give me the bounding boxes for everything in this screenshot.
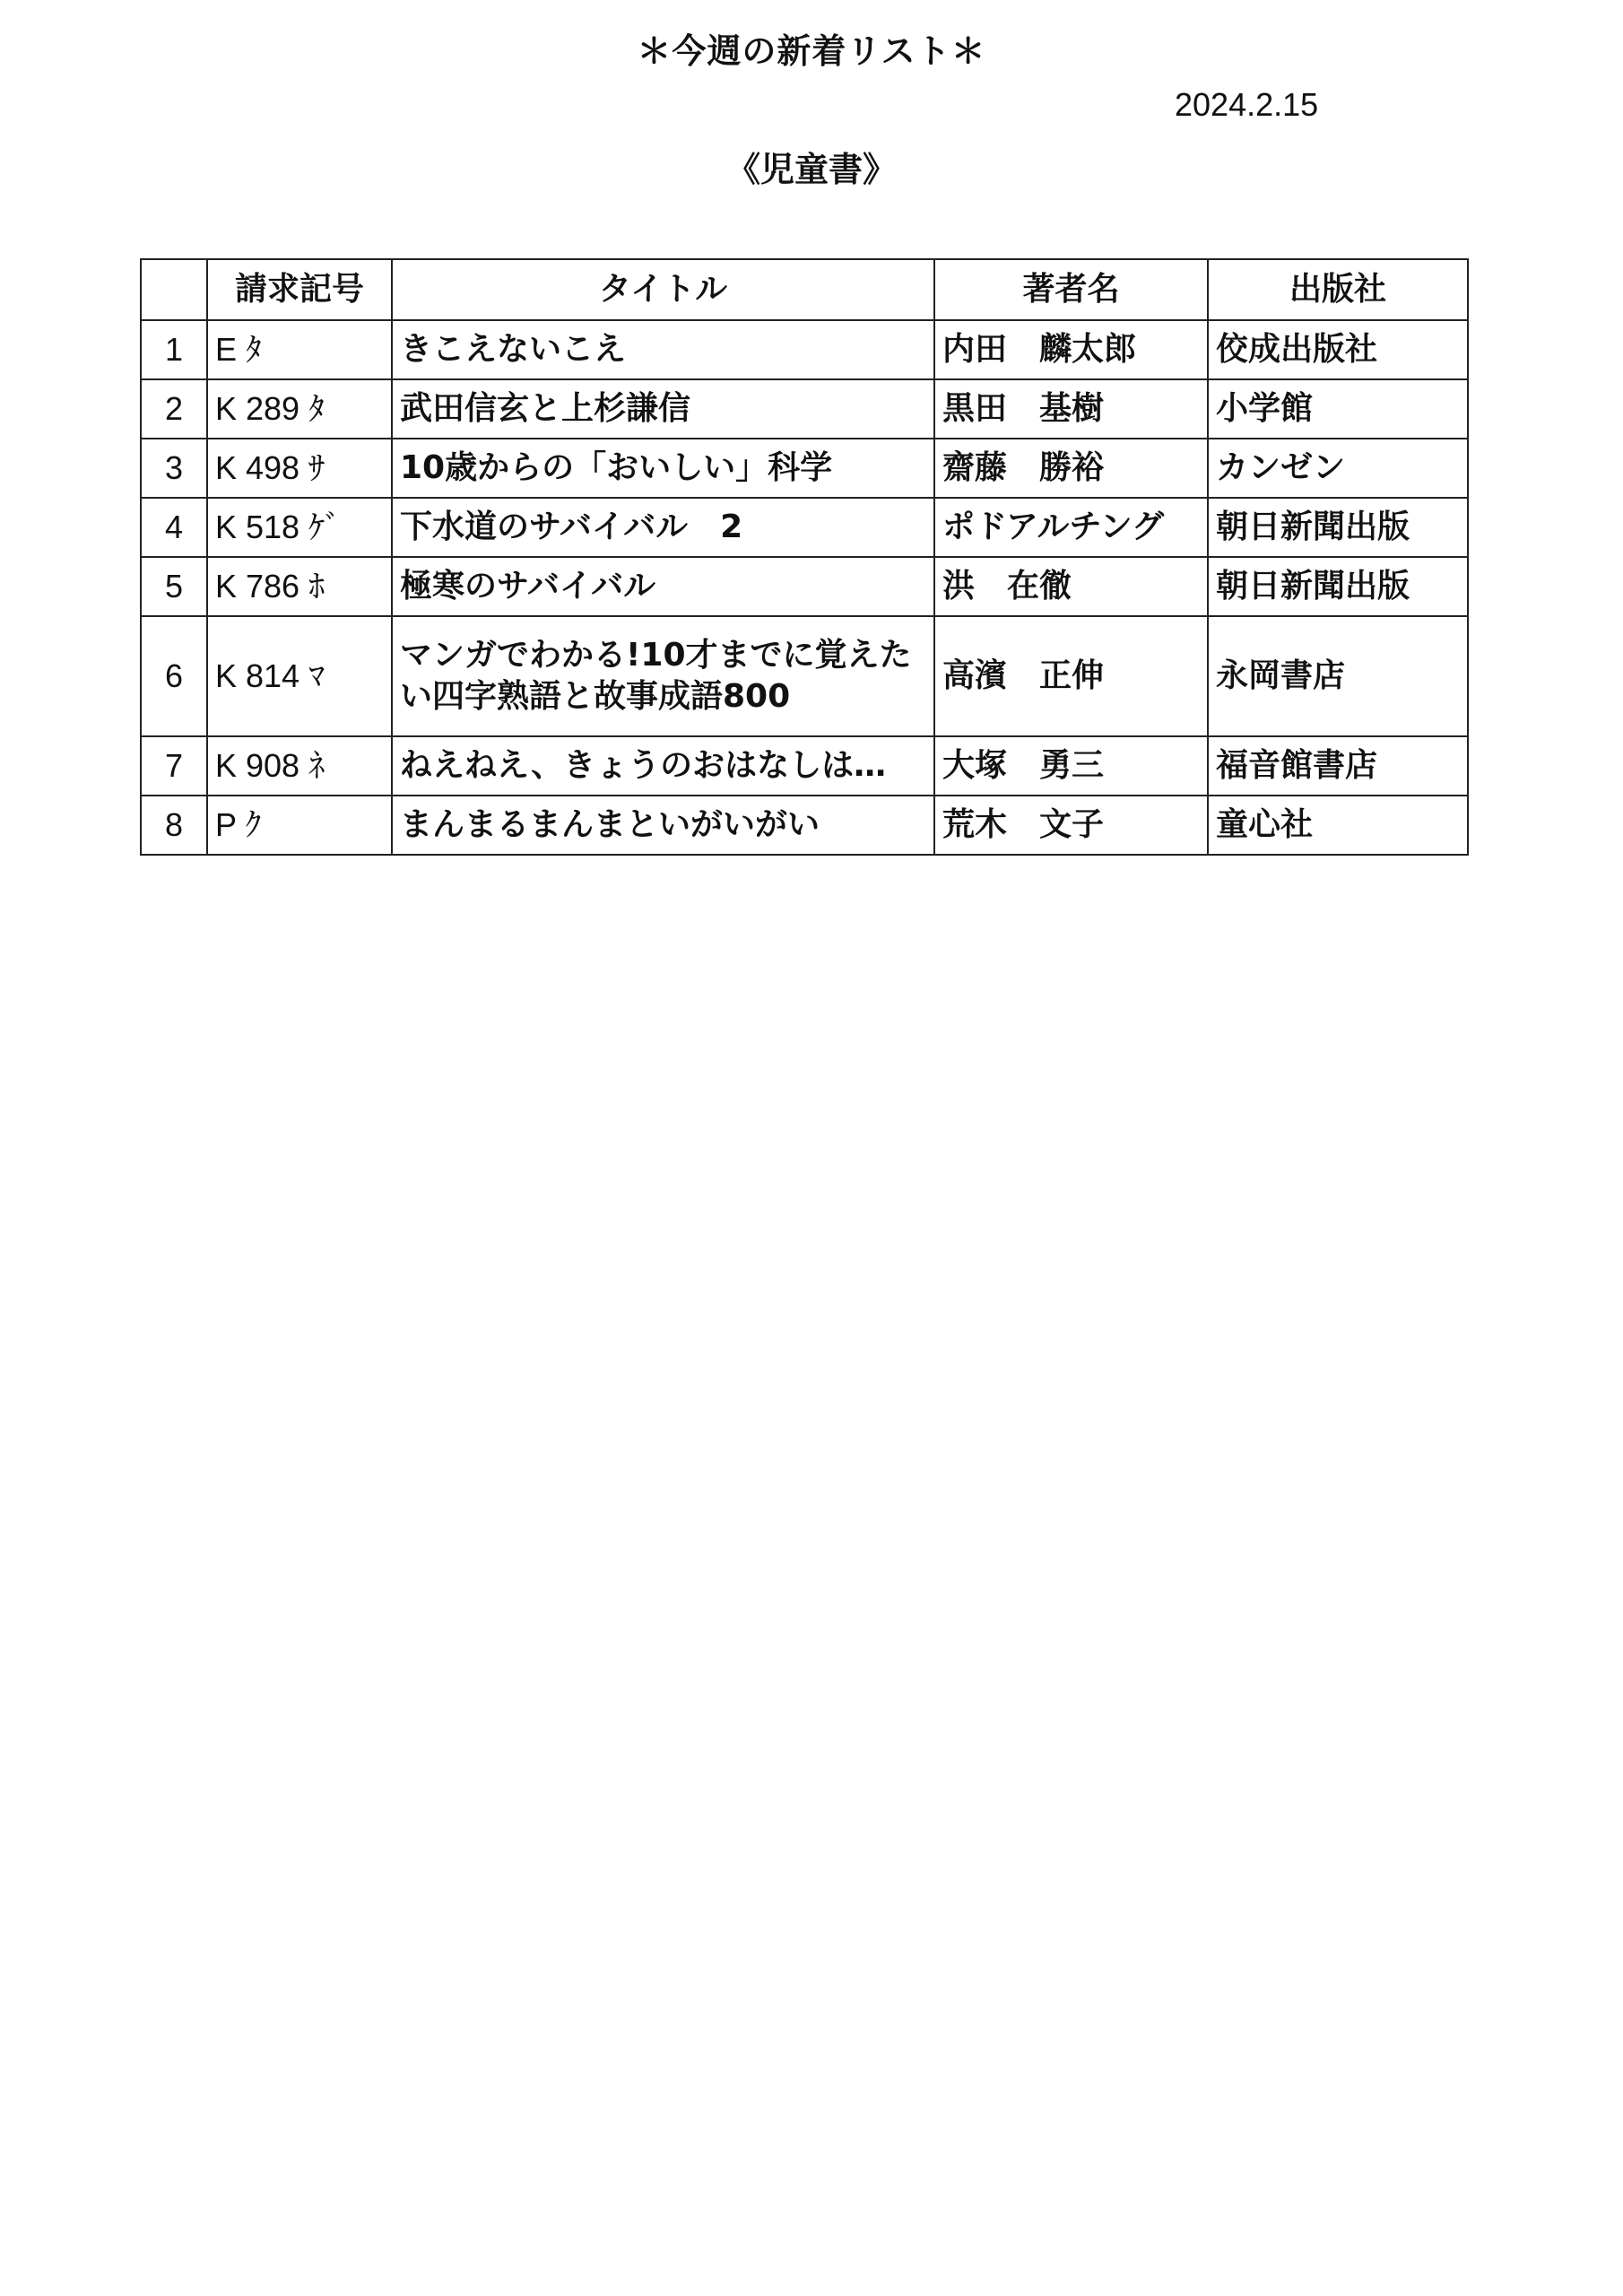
book-author: ポドアルチング	[934, 498, 1208, 557]
table-row	[141, 616, 1468, 736]
call-number: K 908 ﾈ	[207, 736, 392, 796]
table-row	[141, 379, 1468, 439]
book-publisher: 小学館	[1208, 379, 1468, 439]
book-publisher: 朝日新聞出版	[1208, 498, 1468, 557]
row-number: 7	[141, 736, 207, 796]
book-publisher: 福音館書店	[1208, 736, 1468, 796]
column-header-title: タイトル	[392, 259, 934, 320]
row-number: 4	[141, 498, 207, 557]
book-publisher: カンゼン	[1208, 439, 1468, 498]
book-title: まんまるまんまといがいがい	[392, 796, 934, 855]
column-header-call-number: 請求記号	[207, 259, 392, 320]
book-publisher: 童心社	[1208, 796, 1468, 855]
book-author: 高濱 正伸	[934, 616, 1208, 736]
book-author: 荒木 文子	[934, 796, 1208, 855]
row-number: 5	[141, 557, 207, 616]
book-author: 齋藤 勝裕	[934, 439, 1208, 498]
book-title: マンガでわかる!10才までに覚えたい四字熟語と故事成語800	[392, 616, 934, 736]
column-header-number	[141, 259, 207, 320]
column-header-publisher: 出版社	[1208, 259, 1468, 320]
book-publisher: 佼成出版社	[1208, 320, 1468, 379]
row-number: 3	[141, 439, 207, 498]
book-author: 内田 麟太郎	[934, 320, 1208, 379]
call-number: K 498 ｻ	[207, 439, 392, 498]
call-number: K 814 ﾏ	[207, 616, 392, 736]
table-row	[141, 498, 1468, 557]
book-publisher: 永岡書店	[1208, 616, 1468, 736]
table-row	[141, 796, 1468, 855]
book-author: 黒田 基樹	[934, 379, 1208, 439]
book-title: 極寒のサバイバル	[392, 557, 934, 616]
call-number: K 786 ﾎ	[207, 557, 392, 616]
category-heading: 《児童書》	[725, 150, 897, 189]
new-books-table	[140, 258, 1469, 856]
call-number: K 289 ﾀ	[207, 379, 392, 439]
book-author: 大塚 勇三	[934, 736, 1208, 796]
call-number: E ﾀ	[207, 320, 392, 379]
row-number: 1	[141, 320, 207, 379]
book-title: 下水道のサバイバル 2	[392, 498, 934, 557]
row-number: 2	[141, 379, 207, 439]
table-row	[141, 320, 1468, 379]
page-title: ＊今週の新着リスト＊	[637, 31, 986, 71]
table-row	[141, 439, 1468, 498]
call-number: P ｸ	[207, 796, 392, 855]
book-title: 武田信玄と上杉謙信	[392, 379, 934, 439]
book-title: 10歳からの「おいしい」科学	[392, 439, 934, 498]
column-header-author: 著者名	[934, 259, 1208, 320]
book-title: きこえないこえ	[392, 320, 934, 379]
table-row	[141, 736, 1468, 796]
book-author: 洪 在徹	[934, 557, 1208, 616]
table-row	[141, 557, 1468, 616]
list-date: 2024.2.15	[1175, 86, 1319, 123]
table-header-row	[141, 259, 1468, 320]
row-number: 8	[141, 796, 207, 855]
book-title: ねえねえ、きょうのおはなしは…	[392, 736, 934, 796]
book-publisher: 朝日新聞出版	[1208, 557, 1468, 616]
call-number: K 518 ｹﾞ	[207, 498, 392, 557]
row-number: 6	[141, 616, 207, 736]
